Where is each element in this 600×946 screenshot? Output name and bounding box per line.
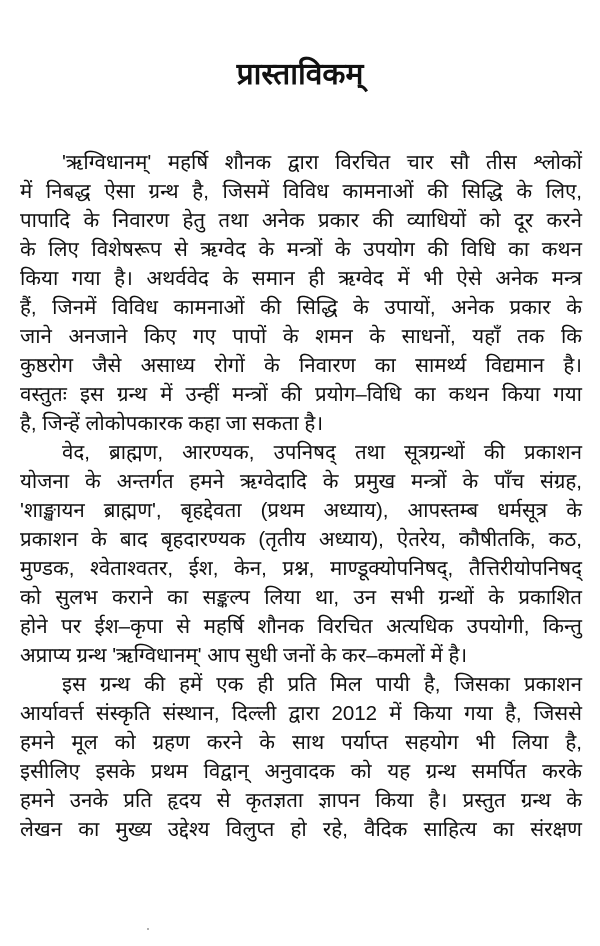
text-line: हमने उनके प्रति हृदय से कृतज्ञता ज्ञापन किया है। प्रस्तुत ग्रन्थ के (20, 789, 582, 812)
text-line: जाने अनजाने किए गए पापों के शमन के साधनों, यहाँ तक कि (20, 325, 582, 348)
paragraph (20, 148, 582, 438)
paragraph (20, 438, 582, 670)
text-line: वस्तुतः इस ग्रन्थ में उन्हीं मन्त्रों की प्रयोग–विधि का कथन किया गया (20, 383, 582, 406)
text-line: वेद, ब्राह्मण, आरण्यक, उपनिषद् तथा सूत्रग्रन्थों की प्रकाशन (62, 441, 582, 464)
text-line: में निबद्ध ऐसा ग्रन्थ है, जिसमें विविध कामनाओं की सिद्धि के लिए, (20, 180, 582, 203)
text-line: लेखन का मुख्य उद्देश्य विलुप्त हो रहे, वैदिक साहित्य का संरक्षण (20, 818, 582, 841)
text-line: कुष्ठरोग जैसे असाध्य रोगों के निवारण का सामर्थ्य विद्यमान है। (20, 354, 582, 377)
paragraph (20, 670, 582, 844)
text-line: इसीलिए इसके प्रथम विद्वान् अनुवादक को यह ग्रन्थ समर्पित करके (20, 760, 582, 783)
text-line: प्रकाशन के बाद बृहदारण्यक (तृतीय अध्याय), ऐतरेय, कौषीतकि, कठ, (20, 528, 582, 551)
text-line: होने पर ईश–कृपा से महर्षि शौनक विरचित अत्यधिक उपयोगी, किन्तु (20, 615, 582, 638)
scan-speck (147, 928, 149, 930)
text-line: मुण्डक, श्वेताश्वतर, ईश, केन, प्रश्न, माण्डूक्योपनिषद्, तैत्तिरीयोपनिषद् (20, 557, 582, 580)
text-line: के लिए विशेषरूप से ऋग्वेद के मन्त्रों के उपयोग की विधि का कथन (20, 238, 582, 261)
text-line: अप्राप्य ग्रन्थ 'ऋग्विधानम्' आप सुधी जनों के कर–कमलों में है। (20, 644, 468, 667)
text-line: आर्यावर्त्त संस्कृति संस्थान, दिल्ली द्वारा 2012 में किया गया है, जिससे (20, 702, 582, 725)
text-line: किया गया है। अथर्ववेद के समान ही ऋग्वेद में भी ऐसे अनेक मन्त्र (20, 267, 582, 290)
text-line: 'शाङ्खायन ब्राह्मण', बृहद्देवता (प्रथम अध्याय), आपस्तम्ब धर्मसूत्र के (20, 499, 582, 522)
text-line: हमने मूल को ग्रहण करने के साथ पर्याप्त सहयोग भी लिया है, (20, 731, 582, 754)
text-line: है, जिन्हें लोकोपकारक कहा जा सकता है। (20, 412, 324, 435)
text-line: हैं, जिनमें विविध कामनाओं की सिद्धि के उपायों, अनेक प्रकार के (20, 296, 582, 319)
document-body (20, 148, 582, 844)
text-line: पापादि के निवारण हेतु तथा अनेक प्रकार की व्याधियों को दूर करने (20, 209, 582, 232)
text-line: को सुलभ कराने का सङ्कल्प लिया था, उन सभी ग्रन्थों के प्रकाशित (20, 586, 582, 609)
text-line: 'ऋग्विधानम्' महर्षि शौनक द्वारा विरचित चार सौ तीस श्लोकों (62, 151, 582, 174)
text-line: इस ग्रन्थ की हमें एक ही प्रति मिल पायी है, जिसका प्रकाशन (62, 673, 582, 696)
page-title: प्रास्ताविकम् (236, 58, 364, 91)
text-line: योजना के अन्तर्गत हमने ऋग्वेदादि के प्रमुख मन्त्रों के पाँच संग्रह, (20, 470, 582, 493)
